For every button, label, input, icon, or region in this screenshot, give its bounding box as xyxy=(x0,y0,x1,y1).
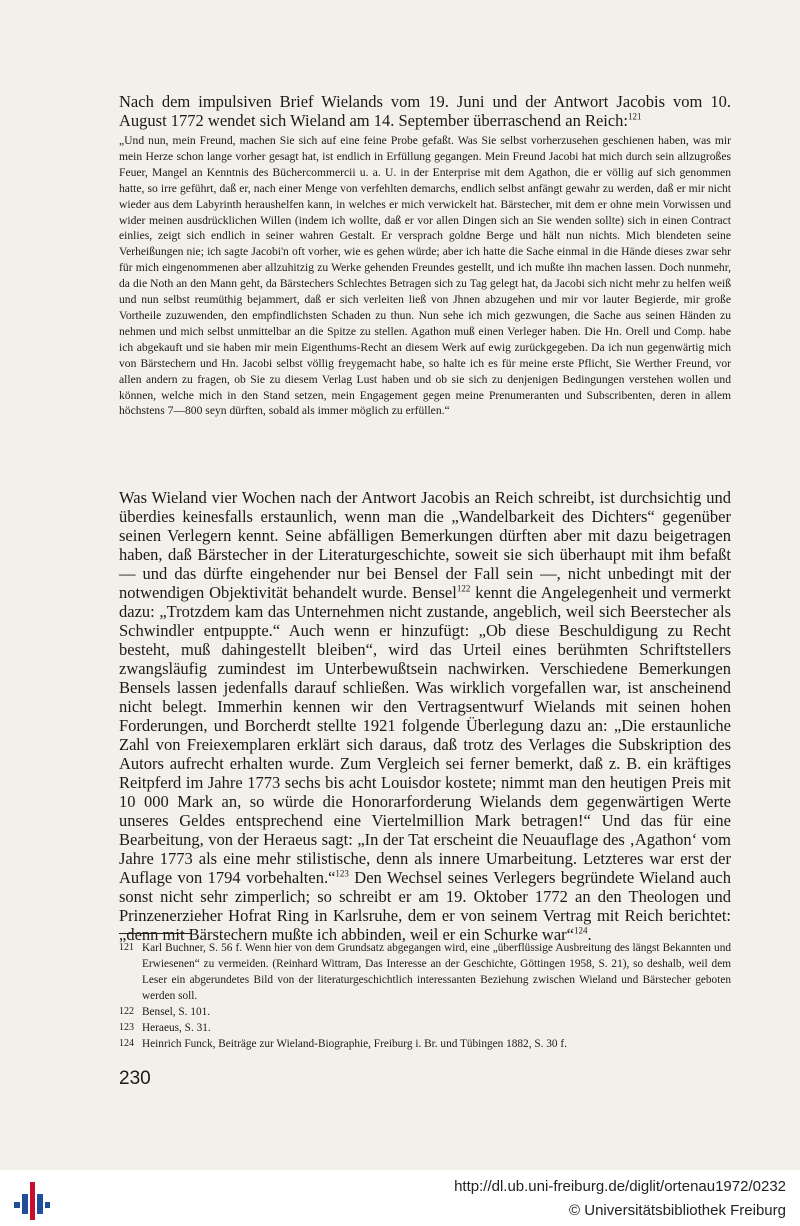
body-text-2: kennt die Angelegenheit und vermerkt dazu: „Trotzdem kam das Unternehmen nicht zustande, angeblich, weil sich Beerstecher als Schwindler entpuppte.“ Auch wenn er hinzufügt: „Ob diese Beschuldigung zu Recht besteht, muß dahingestellt bleiben“, wird das Urteil eines berühmten Schriftstellers zwangsläufig zumindest im Unterbewußtsein nachwirken. Verschiedene Bemerkungen Bensels lassen jedenfalls darauf schließen. Was wirklich vorgefallen war, ist anscheinend nicht belegt. Immerhin kennen wir den Vertragsentwurf Wielands mit seinen hohen Forderungen, und Borcherdt stellte 1921 folgende Überlegung dazu an: „Die erstaunliche Zahl von Freiexemplaren erklärt sich daraus, daß trotz des Verlages die Subskription des Autors aufrecht erhalten wurde. Zum Vergleich sei ferner bemerkt, daß z. B. ein kräftiges Reitpferd im Jahre 1773 sechs bis acht Louisdor kostete; nimmt man den heutigen Preis mit 10 000 Mark an, so würde die Honorarforderung Wielands dem gegenwärtigen Werte unseres Geldes entsprechend eine Viertelmillion Mark betragen!“ Und das für eine Bearbeitung, von der Heraeus sagt: „In der Tat erscheint die Neuauflage des ‚Agathon‘ vom Jahre 1773 als eine mehr stilistische, denn als innere Umarbeitung. Letzteres war erst der Auflage von 1794 vorbehalten.“ xyxy=(119,583,731,887)
footnote-number: 121 xyxy=(119,942,134,953)
footnote-separator xyxy=(119,933,191,934)
footnote-item xyxy=(119,1004,731,1020)
footnote-ref-123: 123 xyxy=(335,868,349,879)
footnote-ref-122: 122 xyxy=(456,583,471,594)
body-paragraph xyxy=(119,488,731,944)
letter-quote xyxy=(119,133,731,419)
document-url-link[interactable]: http://dl.ub.uni-freiburg.de/diglit/ortenau1972/0232 xyxy=(454,1178,786,1195)
footnote-text: Bensel, S. 101. xyxy=(142,1006,211,1018)
body-text-1: Was Wieland vier Wochen nach der Antwort Jacobis an Reich schreibt, ist durchsichtig und überdies keinesfalls erstaunlich, wenn man die „Wandelbarkeit des Dichters“ gegenüber seinen Verlegern kennt. Seine abfälligen Bemerkungen dürften aber mit dazu beigetragen haben, daß Bärstecher in der Literaturgeschichte, soweit sie sich überhaupt mit ihm befaßt — und das dürfte eingehender nur bei Bensel der Fall sein —, nicht unbedingt mit der notwendigen Objektivität behandelt wurde. Bensel xyxy=(119,488,731,602)
intro-text: Nach dem impulsiven Brief Wielands vom 19. Juni und der Antwort Jacobis vom 10. August 1772 wendet sich Wieland am 14. September überraschend an Reich: xyxy=(119,92,731,130)
viewer-footer xyxy=(0,1170,800,1226)
page-number: 230 xyxy=(119,1068,151,1089)
copyright-notice: © Universitätsbibliothek Freiburg xyxy=(569,1202,786,1219)
footnote-number: 122 xyxy=(119,1006,134,1017)
footnote-number: 124 xyxy=(119,1038,134,1049)
quote-text: „Und nun, mein Freund, machen Sie sich auf eine feine Probe gefaßt. Was Sie selbst vorherzusehen geschienen haben, was mir mein Herze schon lange vorher gesagt hat, ist endlich in Erfüllung gegangen. Mein Freund Jacobi hat mich durch sein allzugroßes Feuer, Mangel an Kenntnis des Büchercommercii u. a. U. in der Enterprise mit dem Agathon, die er völlig auf sich genommen hatte, so irre geführt, daß er, nach einer Menge von verfehlten demarchs, endlich selbst anfängt gewahr zu werden, daß er mir nicht wieder aus dem Labyrinth heraushelfen kann, in welches er mich verwickelt hat. Bärstecher, mit dem er ohne mein Vorwissen und wider meinen ausdrücklichen Willen (indem ich wollte, daß er vor allen Dingen sich an Sie wenden sollte) sich in einen Contract einlies, zeigt sich endlich in seiner wahren Gestalt. Er versprach goldne Berge und hält nun nichts. Mich blendeten seine Verheißungen nie; ich sagte Jacobi'n oft vorher, wie es gehen würde; aber ich hatte die Sache einmal in die Hände dieses zwar sehr für mich eingenommenen aber allzuhitzig zu Werke gehenden Freundes gestellt, und ich mußte ihn machen lassen. Doch nunmehr, da die Noth an den Mann geht, da Bärstechers Schlechtes Betragen sich zu Tag gelegt hat, da Jacobi sich nicht mehr zu helfen weiß und nun selbst reumüthig bejammert, daß er sich verleiten ließ von Jhnen abzugehen und mir vor lauter Begierde, mir große Vortheile zuzuwenden, den empfindlichsten Schaden zu thun. Nun sehe ich mich gezwungen, die Sache aus seinen Händen zu nehmen und mich selbst unmittelbar an die Spitze zu stellen. Agathon muß einen Verleger haben. Die Hn. Orell und Comp. habe ich abgekauft und sie haben mir mein Eigenthums-Recht an diesem Werk auf ewig zurückgegeben. Da ich nun gegenwärtig mich von Bärstechern und Hn. Jacobi selbst völlig freygemacht habe, so halte ich es für meine erste Pflicht, Sie Werther Freund, vor allen andern zu fragen, ob Sie zu diesem Verlag Lust haben und ob sie sich zu denjenigen Bedingungen verstehen wollen und können, welche mich in den Stand setzen, mein Engagement gegen meine Prenumeranten und Subscribenten, deren in allem höchstens 7—800 seyn dürften, sobald als immer möglich zu erfüllen.“ xyxy=(119,134,731,418)
footnote-item xyxy=(119,1036,731,1052)
footnote-item xyxy=(119,940,731,1004)
footnote-text: Karl Buchner, S. 56 f. Wenn hier von dem Grundsatz abgegangen wird, eine „überflüssige Ausbreitung des längst Bekannten und Erwiesenen“ zu vermeiden. (Reinhard Wittram, Das Interesse an der Geschichte, Göttingen 1958, S. 21), so deshalb, weil dem Leser ein abgerundetes Bild von der literaturgeschichtlich interessanten Beziehung zwischen Wieland und Bärstecher geboten werden soll. xyxy=(142,942,731,1002)
footnote-text: Heinrich Funck, Beiträge zur Wieland-Biographie, Freiburg i. Br. und Tübingen 1882, S. 30 f. xyxy=(142,1038,567,1050)
intro-paragraph xyxy=(119,92,731,130)
footnote-item xyxy=(119,1020,731,1036)
body-text-3: Den Wechsel seines Verlegers begründete Wieland auch sonst nicht sehr zimperlich; so schreibt er am 19. Oktober 1772 an den Theologen und Prinzenerzieher Hofrat Ring in Karlsruhe, dem er von seinem Vertrag mit Reich berichtet: „denn mit Bärstechern mußte ich abbinden, weil er ein Schurke war“ xyxy=(119,868,732,944)
ub-freiburg-logo-icon xyxy=(14,1178,50,1220)
footnotes xyxy=(119,940,731,1052)
footnote-ref-124: 124 xyxy=(573,925,588,936)
footnote-ref-121: 121 xyxy=(628,111,642,122)
footnote-text: Heraeus, S. 31. xyxy=(142,1022,211,1034)
body-text-4: . xyxy=(587,925,592,944)
footnote-number: 123 xyxy=(119,1022,134,1033)
